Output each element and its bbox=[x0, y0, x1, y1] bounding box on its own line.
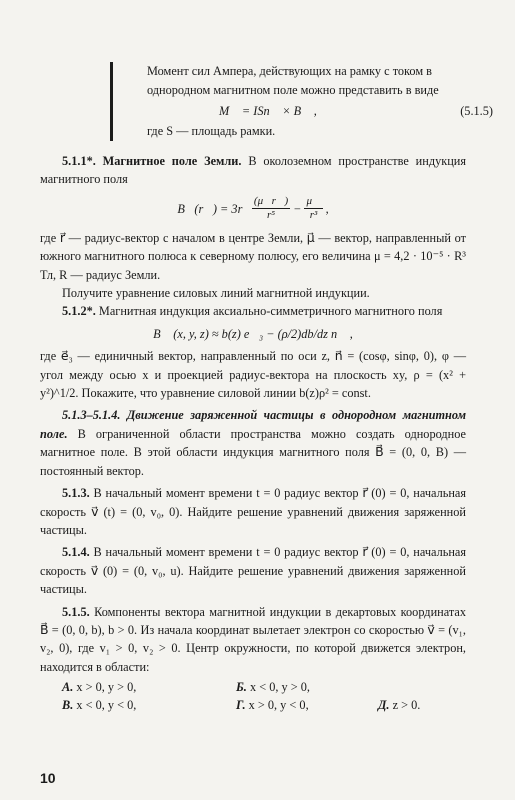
problem-5-1-3-title: 5.1.3. bbox=[62, 486, 90, 501]
problem-5-1-1-intro: В околоземном пространстве индукция магнитного поля bbox=[40, 154, 467, 187]
problem-5-1-2-intro: Магнитная индукция аксиально-симметричного магнитного поля bbox=[98, 304, 443, 319]
problem-5-1-1-title: 5.1.1*. Магнитное поле Земли. bbox=[62, 154, 242, 168]
box-line-3: где S — площадь рамки. bbox=[147, 124, 276, 138]
problem-5-1-5-body: Компоненты вектора магнитной индукции в декартовых координатах B⃗ = (0, 0, b), b > 0. Из начала координат вылетает электрон со скоростью v⃗ = (v₁, v₂, 0), где v₁ > 0, v₂ > 0. Центр окружности, по которой движется электрон, находится в области: bbox=[40, 604, 466, 674]
problem-5-1-5 bbox=[40, 603, 466, 677]
box-formula-row bbox=[147, 100, 499, 122]
problem-5-1-1-body: где r⃗ — радиус-вектор с началом в центре Земли, μ⃗ — вектор, направленный от южного магнитного полюса к северному полюсу, его величина μ = 4,2 · 10⁻⁵ · R³ Тл, R — радиус Земли. bbox=[40, 230, 466, 282]
problem-5-1-1 bbox=[40, 152, 466, 189]
box-line-2: однородном магнитном поле можно представить в виде bbox=[147, 83, 439, 97]
axial-field-formula: B⃗ (x, y, z) ≈ b(z) e⃗₃ − (ρ/2)db/dz n⃗ , bbox=[153, 326, 353, 341]
problem-text bbox=[40, 152, 466, 712]
fraction-1: $\frac{(\mu⃗r⃗)}{\text{r⁵}}$ bbox=[253, 195, 289, 222]
problem-5-1-2-body: где e⃗₃ — единичный вектор, направленный по оси z, n⃗ = (cosφ, sinφ, 0), φ — угол между осью x и проекцией радиус-вектора на плоскость xy, ρ = (x² + y²)^1/2. Покажите, что уравнение силовой линии b(z)ρ² = const. bbox=[40, 349, 466, 401]
page-number: 10 bbox=[40, 770, 56, 786]
problem-5-1-2-title: 5.1.2*. bbox=[62, 304, 96, 319]
fraction-2: $\frac{\mu⃗}{\text{r³}}$ bbox=[306, 195, 321, 222]
problem-5-1-4-title: 5.1.4. bbox=[62, 545, 90, 560]
ampere-moment-box bbox=[110, 62, 499, 141]
ampere-moment-formula: M⃗ = ISn⃗ × B⃗ , bbox=[219, 104, 317, 118]
answer-a: А. x > 0, y > 0, bbox=[62, 680, 137, 695]
problem-5-1-3-5-1-4-body: В ограниченной области пространства можно создать однородное магнитное поле. В этой области индукция магнитного поля B⃗ = (0, 0, B) — постоянный вектор. bbox=[40, 426, 466, 478]
problem-5-1-1-task: Получите уравнение силовых линий магнитной индукции. bbox=[62, 286, 370, 301]
answer-options bbox=[40, 676, 466, 712]
equation-number: (5.1.5) bbox=[460, 104, 493, 118]
answer-b: Б. x < 0, y > 0, bbox=[236, 680, 310, 695]
problem-5-1-3-5-1-4 bbox=[40, 406, 466, 480]
problem-5-1-3-body: В начальный момент времени t = 0 радиус вектор r⃗ (0) = 0, начальная скорость v⃗ (t) = (0, v₀, 0). Найдите решение уравнений движения заряженной частицы. bbox=[40, 486, 467, 537]
answer-g: Г. x > 0, y < 0, bbox=[236, 698, 309, 713]
problem-5-1-4-body: В начальный момент времени t = 0 радиус вектор r⃗ (0) = 0, начальная скорость v⃗ (0) = (0, v₀, u). Найдите решение уравнений движения заряженной частицы. bbox=[40, 545, 467, 597]
answer-v: В. x < 0, y < 0, bbox=[62, 698, 137, 713]
problem-5-1-3-5-1-4-title: 5.1.3–5.1.4. Движение заряженной частицы в однородном магнитном поле. bbox=[40, 408, 466, 441]
problem-5-1-4 bbox=[40, 543, 466, 598]
answer-d: Д. z > 0. bbox=[378, 698, 421, 713]
earth-field-formula: B⃗(r⃗) = 3r⃗ $\frac{(\mu⃗r⃗)}{\text{r⁵}}$ − $\frac{\mu⃗}{\text{r³}}$ , bbox=[177, 195, 329, 222]
box-line-1: Момент сил Ампера, действующих на рамку с током в bbox=[147, 64, 432, 78]
problem-5-1-2 bbox=[40, 302, 466, 320]
problem-5-1-3 bbox=[40, 484, 466, 539]
problem-5-1-5-title: 5.1.5. bbox=[62, 604, 90, 619]
